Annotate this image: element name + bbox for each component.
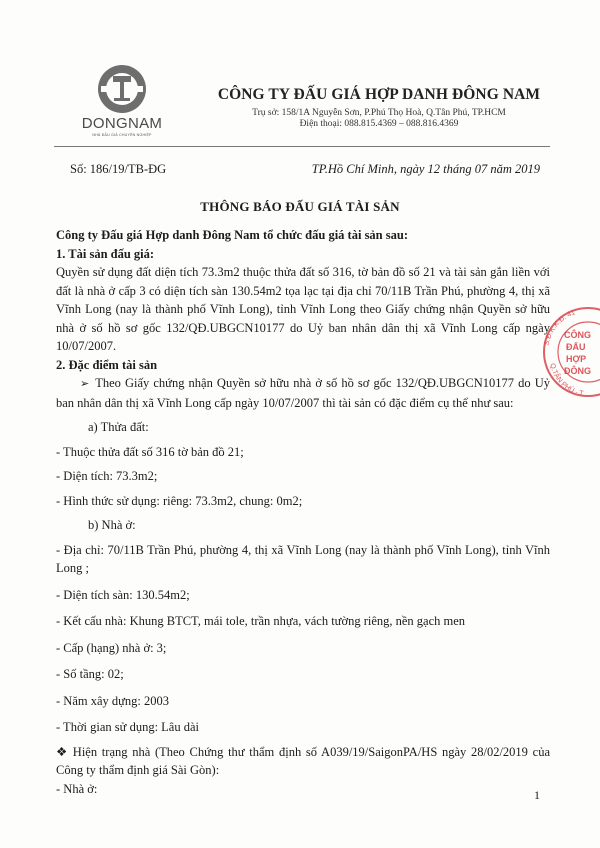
arrow-bullet-icon: ➢ — [80, 378, 90, 390]
document-title: THÔNG BÁO ĐẤU GIÁ TÀI SẢN — [200, 199, 400, 214]
stamp-center-line: ĐÔNG — [564, 366, 591, 376]
section-2-heading: 2. Đặc điểm tài sản — [56, 357, 158, 372]
dongnam-emblem-icon — [87, 62, 157, 114]
document-number: Số: 186/19/TB-ĐG — [70, 162, 167, 176]
section-2-text — [56, 374, 550, 412]
header-divider — [54, 146, 550, 147]
house-label: b) Nhà ở: — [88, 518, 136, 532]
status-paragraph — [56, 743, 550, 780]
land-item: - Thuộc thửa đất số 316 tờ bản đồ 21; — [56, 444, 244, 459]
house-sublabel: - Nhà ở: — [56, 781, 98, 796]
place-and-date: TP.Hồ Chí Minh, ngày 12 tháng 07 năm 2019 — [311, 162, 540, 176]
intro-line: Công ty Đấu giá Hợp danh Đông Nam tổ chức đấu giá tài sản sau: — [56, 228, 408, 242]
diamond-bullet-icon: ❖ — [56, 744, 69, 759]
company-logo — [72, 62, 172, 137]
stamp-bottom-text: Q.TÂN PHÚ - T — [548, 362, 584, 398]
company-name: CÔNG TY ĐẤU GIÁ HỢP DANH ĐÔNG NAM — [217, 86, 541, 103]
land-label: a) Thửa đất: — [88, 420, 149, 434]
company-phone: Điện thoại: 088.815.4369 – 088.816.4369 — [299, 119, 459, 129]
page-number: 1 — [534, 788, 540, 802]
house-item: - Thời gian sử dụng: Lâu dài — [56, 720, 199, 734]
status-text: Hiện trạng nhà (Theo Chứng thư thẩm định số A039/19/SaigonPA/HS ngày 28/02/2019 của Công ty thẩm định giá Sài Gòn): — [56, 744, 550, 777]
stamp-center-line: ĐẤU — [566, 342, 586, 352]
section-1-text: Quyền sử dụng đất diện tích 73.3m2 thuộc thửa đất số 316, tờ bản đồ số 21 và tài sản gắn liền với đất là nhà ở cấp 3 có diện tích sàn 130.54m2 tọa lạc tại địa chỉ 70/11B Trần Phú, phường 4, thị xã Vĩnh Long (nay là thành phố Vĩnh Long), tỉnh Vĩnh Long theo Giấy chứng nhận Quyền sở hữu nhà ở số hồ sơ gốc 132/QĐ.UBGCN10177 do Uỷ ban nhân dân thị xã Vĩnh Long cấp ngày 10/07/2007. — [56, 265, 550, 353]
house-item: - Năm xây dựng: 2003 — [56, 693, 170, 708]
company-address: Trụ sở: 158/1A Nguyễn Sơn, P.Phú Thọ Hoà, Q.Tân Phú, TP.HCM — [252, 108, 506, 118]
land-item: - Hình thức sử dụng: riêng: 73.3m2, chung: 0m2; — [56, 493, 303, 508]
document-body — [56, 226, 550, 798]
logo-tagline: NHÀ ĐẤU GIÁ CHUYÊN NGHIỆP — [92, 133, 152, 137]
house-item: - Cấp (hạng) nhà ở: 3; — [56, 640, 167, 655]
stamp-top-text: S.Đ.K.K.Đ: 41 — [543, 309, 577, 347]
house-item: - Địa chỉ: 70/11B Trần Phú, phường 4, thị xã Vĩnh Long (nay là thành phố Vĩnh Long), tỉnh Vĩnh Long ; — [56, 542, 550, 575]
company-seal-stamp — [538, 300, 600, 400]
company-header — [214, 86, 544, 129]
stamp-center-line: HỢP — [566, 354, 587, 364]
land-item: - Diện tích: 73.3m2; — [56, 469, 158, 483]
section-1-heading: 1. Tài sản đấu giá: — [56, 246, 155, 261]
stamp-center-line: CÔNG — [564, 330, 591, 340]
house-item: - Số tầng: 02; — [56, 667, 124, 681]
house-item: - Diện tích sàn: 130.54m2; — [56, 587, 190, 602]
section-2-text-content: Theo Giấy chứng nhận Quyền sở hữu nhà ở số hồ sơ gốc 132/QĐ.UBGCN10177 do Uỷ ban nhân dân thị xã Vĩnh Long cấp ngày 10/07/2007 thì tài sản có đặc điểm cụ thể như sau: — [56, 376, 550, 410]
logo-wordmark: DONGNAM — [81, 115, 163, 132]
house-item: - Kết cấu nhà: Khung BTCT, mái tole, trần nhựa, vách tường riêng, nền gạch men — [56, 614, 466, 628]
